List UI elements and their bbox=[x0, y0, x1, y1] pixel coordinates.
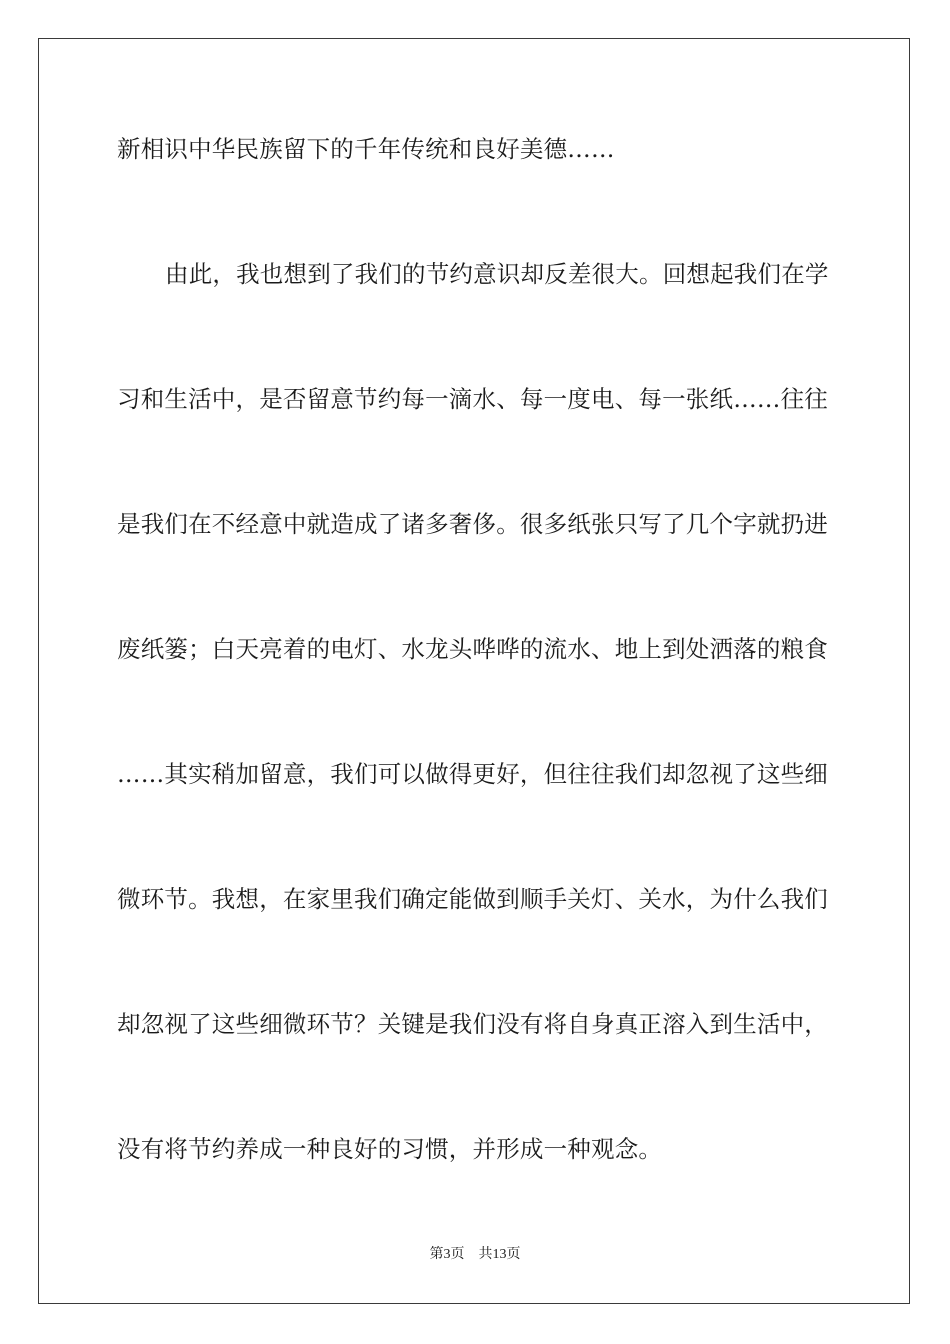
page-number: 第3页 bbox=[429, 1247, 465, 1262]
text-line: 微环节。我想，在家里我们确定能做到顺手关灯、关水，为什么我们 bbox=[117, 885, 828, 913]
text-line: 习和生活中，是否留意节约每一滴水、每一度电、每一张纸……往往 bbox=[117, 385, 828, 413]
page-total: 共13页 bbox=[478, 1247, 521, 1262]
text-line: 新相识中华民族留下的千年传统和良好美德…… bbox=[117, 135, 615, 163]
page-border bbox=[38, 38, 910, 1304]
text-line: 是我们在不经意中就造成了诸多奢侈。很多纸张只写了几个字就扔进 bbox=[117, 510, 828, 538]
text-line: 没有将节约养成一种良好的习惯，并形成一种观念。 bbox=[117, 1135, 663, 1163]
text-line: 废纸篓；白天亮着的电灯、水龙头哗哗的流水、地上到处洒落的粮食 bbox=[117, 635, 828, 663]
page-footer bbox=[0, 1246, 950, 1264]
paragraph-first-line: 由此，我也想到了我们的节约意识却反差很大。回想起我们在学 bbox=[165, 260, 829, 288]
text-line: 却忽视了这些细微环节？关键是我们没有将自身真正溶入到生活中， bbox=[117, 1010, 828, 1038]
text-line: ……其实稍加留意，我们可以做得更好，但往往我们却忽视了这些细 bbox=[117, 760, 828, 788]
